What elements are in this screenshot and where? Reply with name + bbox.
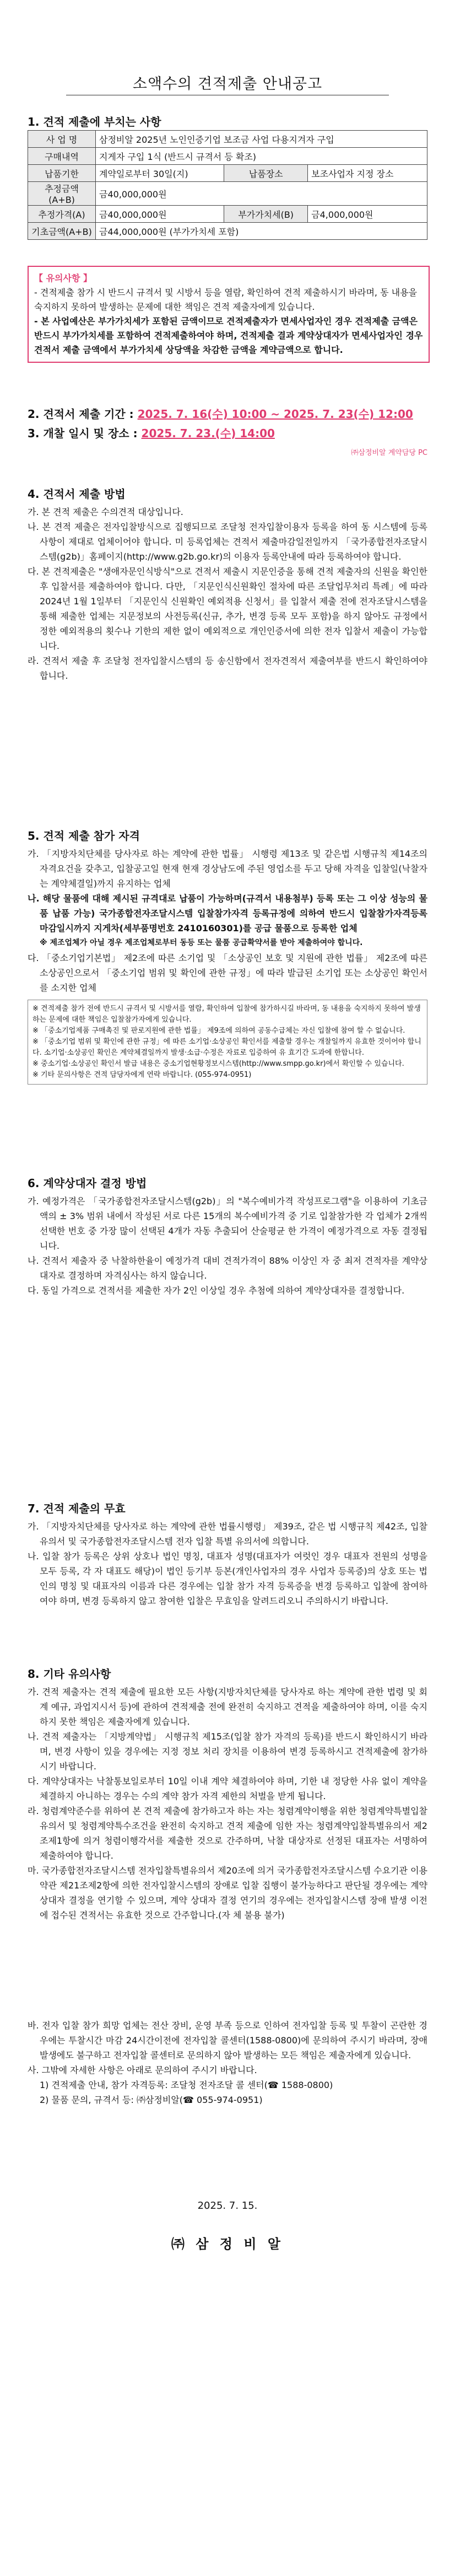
caution-note-2: - 본 사업예산은 부가가치세가 포함된 금액이므로 견적제출자가 면세사업자인 경우 견적제출 금액은 반드시 부가가치세를 포함하여 견적제출하여야 하며, 견적제출 결과 계약상대자가 면세사업자인 경우 견적서 제출 금액에서 부가가치세 상당액을 차감한 금액을 계약금액으로 합니다.	[34, 316, 423, 355]
est-value: 금40,000,000원	[96, 206, 224, 223]
period-label: 납품기한	[28, 165, 96, 182]
price-value: 금40,000,000원	[96, 182, 427, 206]
s4-para-3: 다. 본 견적제출은 "생애자문인식방식"으로 견적서 제출시 지문인증을 통해 견적 제출자의 신원을 확인한 후 입찰서를 제출하여야 합니다. 다만, 「지문인식신원확인 절차에 따른 조달업무처리 특례」에 따라 2024년 1월 1일부터 「지문인식 신원확인 예외적용 신청서」를 입찰서 제출 전에 전자조달시스템을 통해 제출한 업체는 지문정보의 사전등록(신규, 추가, 변경 등록 모두 포함)을 하지 않아도 규정에서 정한 예외적용의 횟수나 기한의 제한 없이 예외적으로 개인인증서에 의한 전자 입찰서 제출이 가능합니다.	[28, 566, 427, 651]
s8-para-3: 다. 계약상대자는 낙찰통보일로부터 10일 이내 계약 체결하여야 하며, 기한 내 정당한 사유 없이 계약을 체결하지 아니하는 경우는 수의 계약 참가 자격 제한의 처벌을 받게 됩니다.	[28, 1776, 427, 1801]
s5-box-4: ※ 중소기업·소상공인 확인서 발급 내용은 중소기업현황정보시스템(http://www.smpp.go.kr)에서 확인할 수 있습니다.	[32, 1060, 404, 1068]
section-5-heading: 5. 견적 제출 참가 자격	[28, 829, 140, 842]
section-8-body-cont	[28, 2018, 427, 2107]
vat-value: 금4,000,000원	[308, 206, 427, 223]
caution-note-1: - 견적제출 참가 시 반드시 규격서 및 시방서 등을 열람, 확인하여 견적 제출하시기 바라며, 동 내용을 숙지하지 못하여 발생하는 문제에 대한 책임은 견적 제출자에게 있습니다.	[34, 287, 418, 312]
s6-para-3: 다. 동일 가격으로 견적서를 제출한 자가 2인 이상일 경우 추첨에 의하여 계약상대자를 결정합니다.	[28, 1285, 405, 1296]
s5-box-2: ※ 「중소기업제품 구매촉진 및 판로지원에 관한 법률」 제9조에 의하여 공동수급체는 자신 입찰에 참여 할 수 없습니다.	[32, 1027, 405, 1035]
opening-label: 3. 개찰 일시 및 장소 :	[28, 427, 138, 440]
section-1-heading: 1. 견적 제출에 부치는 사항	[28, 115, 161, 128]
section-5-body	[28, 846, 427, 1085]
place-value: 보조사업자 지정 장소	[308, 165, 427, 182]
s8-contact-2: 2) 물품 문의, 규격서 등: ㈜삼정비알(☎ 055-974-0951)	[40, 2095, 263, 2105]
s7-para-1: 가. 「지방자치단체를 당사자로 하는 계약에 관한 법률시행령」 제39조, 같은 법 시행규칙 제42조, 입찰유의서 및 국가종합전자조달시스템 전자 입찰 특별 유의서에 의합니다.	[28, 1521, 427, 1547]
est-label: 추정가격(A)	[28, 206, 96, 223]
caution-box	[28, 266, 430, 363]
s8-para-4: 라. 청렴계약준수를 위하여 본 견적 제출에 참가하고자 하는 자는 청렴계약이행을 위한 청렴계약특별입찰유의서 및 청렴계약특수조건을 완전히 숙지하고 견적 제출에 임한 자는 청렴계약입찰특별유의서 제2조제1항에 의거 청렴이행각서를 제출한 것으로 간주하며, 낙찰 대상자로 선정된 대표자는 서명하여 제출하여야 합니다.	[28, 1806, 427, 1861]
item-value: 지게자 구입 1식 (반드시 규격서 등 확조)	[96, 148, 427, 165]
s8-contact-1: 1) 견적제출 안내, 참가 자격등록: 조달청 전자조달 콜 센터(☎ 1588-0800)	[40, 2080, 333, 2090]
issuer-name: ㈜ 삼 정 비 알	[171, 2236, 284, 2252]
submit-period-value: 2025. 7. 16(수) 10:00 ~ 2025. 7. 23(수) 12:00	[137, 407, 413, 421]
section-6-heading: 6. 계약상대자 결정 방법	[28, 1177, 147, 1190]
price-label: 추정금액 (A+B)	[28, 182, 96, 206]
vat-label: 부가가치세(B)	[224, 206, 308, 223]
s8-para-6: 바. 전자 입찰 참가 희망 업체는 전산 장비, 운영 부족 등으로 인하여 전자입찰 등록 및 투찰이 곤란한 경우에는 투찰시간 마감 24시간이전에 전자입찰 콜센터(1588-0800)에 문의하여 주시기 바라며, 장애 발생에도 불구하고 전자입찰 콜센터로 문의하지 않아 발생하는 모든 책임은 제출자에게 있습니다.	[28, 2020, 427, 2060]
s8-para-1: 가. 견적 제출자는 견적 제출에 필요한 모든 사항(지방자치단체를 당사자로 하는 계약에 관한 법령 및 회계 예규, 과업지시서 등)에 관하여 견적제출 전에 완전히 숙지하고 견적을 제출하여야 하며, 이를 숙지하지 못한 책임은 제출자에게 있습니다.	[28, 1687, 427, 1727]
section-7-body	[28, 1519, 427, 1608]
s8-para-2: 나. 견적 제출자는 「지방계약법」 시행규칙 제15조(입찰 참가 자격의 등록)를 반드시 확인하시기 바라며, 변경 사항이 있을 경우에는 지정 정보 처리 장치를 이용하여 변경 등록하시고 견적제출에 참가하시기 바랍니다.	[28, 1731, 427, 1772]
s8-para-5: 마. 국가종합전자조달시스템 전자입찰특별유의서 제20조에 의거 국가종합전자조달시스템 수요기관 이용약관 제21조제2항에 의한 전자입찰시스템의 장애로 입찰 집행이 불가능하다고 판단될 경우에는 계약상대자 결정을 연기할 수 있으며, 계약 상대자 결정 연기의 경우에는 전자입찰시스템 장애 발생 이전에 접수된 견적서는 유효한 것으로 간주합니다.(자 체 불용 불가)	[28, 1865, 427, 1920]
section-8-body	[28, 1684, 427, 1923]
project-value: 삼정비알 2025년 노인인증기업 보조금 사업 다용지겨자 구입	[96, 131, 427, 148]
s6-para-1: 가. 예정가격은 「국가종합전자조달시스템(g2b)」의 "복수예비가격 작성프로그램"을 이용하여 기초금액의 ± 3% 범위 내에서 작성된 서로 다른 15개의 복수예비가격 중 기로 입찰참가한 각 업체가 2개씩 선택한 번호 중 가장 많이 선택된 4개가 자동 추출되어 산술평균 한 가격이 예정가격으로 자동 결정됩니다.	[28, 1196, 427, 1251]
s5-box-3: ※ 「중소기업 범위 및 확인에 관한 규정」에 따른 소기업·소상공인 확인서를 제출할 경우는 개찰일까지 유효한 것이어야 합니다. 소기업·소상공인 확인은 계약체결일까지 발생·소급·수정은 자료로 입증하여 유 효기간 도과에 한합니다.	[32, 1038, 421, 1057]
project-label: 사 업 명	[28, 131, 96, 148]
section-7-heading: 7. 견적 제출의 무효	[28, 1502, 126, 1515]
base-label: 기초금액(A+B)	[28, 223, 96, 240]
info-table	[28, 130, 427, 240]
s8-para-7: 사. 그밖에 자세한 사항은 아래로 문의하여 주시기 바랍니다.	[28, 2065, 257, 2075]
period-value: 계약일로부터 30일(지)	[96, 165, 224, 182]
section-4-body	[28, 505, 427, 683]
notice-date: 2025. 7. 15.	[197, 2200, 258, 2212]
item-label: 구매내역	[28, 148, 96, 165]
opening-value: 2025. 7. 23.(수) 14:00	[141, 427, 275, 440]
info-table-wrap	[28, 130, 427, 240]
caution-title: 【 유의사항 】	[34, 273, 92, 283]
s5-para-4: 다. 「중소기업기본법」 제2조에 따른 소기업 및 「소상공인 보호 및 지원에 관한 법률」 제2조에 따른 소상공인으로서 「중소기업 범위 및 확인에 관한 규정」에 따라 발급된 소기업 또는 소상공인 확인서를 소지한 업체	[28, 953, 427, 993]
place-label: 납품장소	[224, 165, 308, 182]
s5-notice-box	[28, 1000, 427, 1085]
section-6-body	[28, 1194, 427, 1298]
s6-para-2: 나. 견적서 제출자 중 낙찰하한율이 예정가격 대비 견적가격이 88% 이상인 자 중 최저 견적자를 계약상대자로 결정하며 자격심사는 하지 않습니다.	[28, 1255, 427, 1281]
s5-box-1: ※ 견적제출 참가 전에 반드시 규격서 및 시방서를 열람, 확인하여 입찰에 참가하시길 바라며, 동 내용을 숙지하지 못하여 발생하는 문제에 대한 책임은 입찰참가자에게 있습니다.	[32, 1005, 421, 1024]
s4-para-2: 나. 본 견적 제출은 전자입찰방식으로 집행되므로 조달청 전자입찰이용자 등록을 하여 동 시스템에 등록사항이 제대로 업체이어야 합니다. 미 등록업체는 견적서 제출마감일전일까지 「국가종합전자조달시스템(g2b)」홈페이지(http://www.g2b.go.kr)의 이용자 등록안내에 따라 등록하여야 합니다.	[28, 522, 427, 562]
section-8-heading: 8. 기타 유의사항	[28, 1667, 111, 1681]
submit-period-label: 2. 견적서 제출 기간 :	[28, 407, 134, 421]
s5-para-3: ※ 제조업체가 아닐 경우 제조업체로부터 동등 또는 물품 공급확약서를 받아 제출하여야 합니다.	[40, 938, 363, 947]
section-2	[28, 405, 427, 421]
page-title: 소액수의 견적제출 안내공고	[132, 76, 323, 93]
section-4-heading: 4. 견적서 제출 방법	[28, 487, 126, 501]
opening-place: ㈜삼정비알 계약담당 PC	[351, 449, 427, 457]
s7-para-2: 나. 입찰 참가 등록은 상위 상호나 법인 명칭, 대표자 성명(대표자가 여럿인 경우 대표자 전원의 성명을 모두 등록, 각 자 대표도 해당)이 법인 등기부 등본(개인사업자의 경우 사업자 등록증)의 상호 또는 법인의 명칭 및 대표자의 이름과 다른 경우에는 입찰 참가 자격 등록증을 변경 등록하고 입찰에 참여하여야 하며, 변경 등록하지 않고 참여한 입찰은 무효임을 알려드리오니 주의하시기 바랍니다.	[28, 1551, 427, 1606]
base-value: 금44,000,000원 (부가가치세 포함)	[96, 223, 427, 240]
s4-para-1: 가. 본 견적 제출은 수의견적 대상입니다.	[28, 507, 183, 517]
s5-box-5: ※ 기타 문의사항은 견적 담당자에게 연락 바랍니다. (055-974-0951)	[32, 1071, 252, 1079]
s5-para-1: 가. 「지방자치단체를 당사자로 하는 계약에 관한 법률」 시행령 제13조 및 같은법 시행규칙 제14조의 자격요건을 갖추고, 입찰공고일 현재 현재 경상남도에 주된 영업소를 두고 당해 자격을 입찰일(낙찰자는 계약체결일)까지 유지하는 업체	[28, 849, 427, 889]
s5-para-2: 나. 해당 물품에 대해 제시된 규격대로 납품이 가능하며(규격서 내용첨부) 등록 또는 그 이상 성능의 물품 납품 가능) 국가종합전자조달시스템 입찰참가자격 등록규정에 의하여 반드시 입찰참가자격등록 마감일시까지 지게차(세부품명번호 2410160301)를 공급 물품으로 등록한 업체	[28, 893, 427, 933]
section-3	[28, 425, 427, 441]
s4-para-4: 라. 견적서 제출 후 조달청 전자입찰시스템의 등 송신함에서 전자견적서 제출여부를 반드시 확인하여야 합니다.	[28, 656, 427, 681]
